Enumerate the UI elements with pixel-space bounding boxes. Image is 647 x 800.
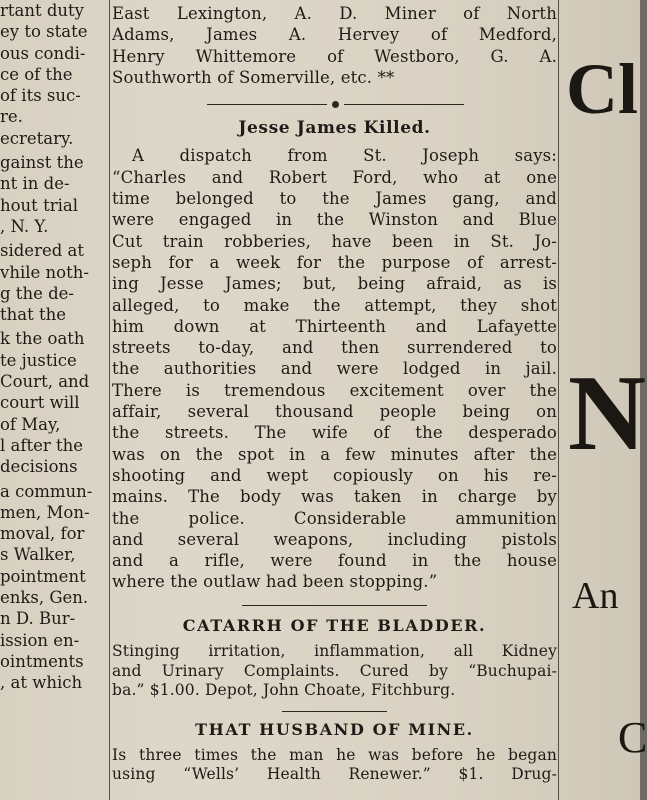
headline-fragment-cl: Cl (566, 49, 638, 129)
article-line: him down at Thirteenth and Lafayette (112, 316, 557, 336)
ad-catarrh-body (112, 642, 557, 701)
left-column-line: vhile noth- (0, 262, 89, 282)
left-column-line: ous condi- (0, 43, 86, 63)
left-column-line: nt in de- (0, 174, 70, 194)
left-column-line: ission en- (0, 630, 80, 650)
main-column (112, 0, 557, 785)
left-column-line: hout trial (0, 195, 78, 215)
article-line: There is tremendous excitement over the (112, 380, 557, 400)
ad-husband-line: Is three times the man he was before he began (112, 745, 557, 764)
ad-catarrh-line: ba.” $1.00. Depot, John Choate, Fitchburg. (112, 681, 456, 700)
headline-fragment-an: An (572, 575, 619, 617)
ad-catarrh-line: Stinging irritation, inflammation, all Kidney (112, 642, 557, 661)
left-column-line: men, Mon- (0, 502, 90, 522)
headline-fragment-c: C (618, 713, 647, 762)
article-line: and several weapons, including pistols (112, 529, 557, 549)
article-line: was on the spot in a few minutes after the (112, 444, 557, 464)
left-column-line: te justice (0, 350, 77, 370)
left-column-line: k the oath (0, 329, 85, 349)
article-body (112, 145, 557, 592)
article-line: mains. The body was taken in charge by (112, 487, 557, 507)
left-column-line: of May, (0, 414, 61, 434)
left-column-line: sidered at (0, 241, 84, 261)
left-column-line: a commun- (0, 481, 93, 501)
article-line: and a rifle, were found in the house (112, 551, 557, 571)
article-line: alleged, to make the attempt, they shot (112, 295, 557, 315)
article-line: the streets. The wife of the desperado (112, 423, 557, 443)
left-column-line: rtant duty (0, 1, 84, 20)
article-line: “Charles and Robert Ford, who at one (112, 167, 557, 187)
article-headline: Jesse James Killed. (238, 118, 431, 139)
left-column-line: l after the (0, 435, 84, 455)
left-column-line: g the de- (0, 283, 74, 303)
left-column-line: pointment (0, 566, 86, 586)
right-column (560, 0, 647, 800)
left-column (0, 0, 106, 694)
article-line: the police. Considerable ammunition (112, 508, 557, 528)
previous-article-line: Adams, James A. Hervey of Medford, (112, 25, 557, 45)
left-column-line: n D. Bur- (0, 609, 76, 629)
previous-article-line: East Lexington, A. D. Miner of North (112, 4, 557, 23)
left-column-line: moval, for (0, 524, 85, 544)
section-divider-2 (112, 707, 557, 717)
article-line: time belonged to the James gang, and (112, 189, 557, 209)
article-line: affair, several thousand people being on (112, 402, 557, 422)
left-column-line: re. (0, 107, 23, 127)
left-column-line: decisions (0, 457, 78, 477)
left-column-line: , at which (0, 673, 83, 693)
ad-husband-title: THAT HUSBAND OF MINE. (195, 719, 474, 739)
article-line: the authorities and were lodged in jail. (112, 359, 557, 379)
left-column-line: gainst the (0, 153, 84, 173)
ad-husband-line: using “Wells’ Health Renewer.” $1. Drug- (112, 765, 557, 784)
previous-article-tail (112, 3, 557, 88)
article-line: where the outlaw had been stopping.” (112, 572, 438, 592)
left-column-line: enks, Gen. (0, 588, 89, 608)
article-line: shooting and wept copiously on his re- (112, 465, 557, 485)
article-line: were engaged in the Winston and Blue (112, 210, 557, 230)
left-column-line: ointments (0, 651, 84, 671)
left-column-line: s Walker, (0, 545, 76, 565)
article-line: streets to-day, and then surrendered to (112, 338, 557, 358)
column-rule-left (109, 0, 110, 800)
left-column-line: , N. Y. (0, 216, 49, 236)
column-rule-right (558, 0, 559, 800)
article-line: A dispatch from St. Joseph says: (132, 146, 557, 166)
ad-husband-body (112, 746, 557, 785)
left-column-line: Court, and (0, 372, 90, 392)
article-line: Cut train robberies, have been in St. Jo- (112, 231, 557, 251)
previous-article-line: Southworth of Somerville, etc. ** (112, 67, 395, 87)
ad-catarrh-title: CATARRH OF THE BLADDER. (182, 615, 487, 635)
left-column-line: court will (0, 393, 80, 413)
left-column-line: of its suc- (0, 86, 81, 106)
article-line: ing Jesse James; but, being afraid, as is (112, 274, 557, 294)
headline-fragment-n: N (568, 354, 646, 473)
left-column-line: that the (0, 305, 66, 325)
section-divider (112, 601, 557, 611)
left-column-line: ey to state (0, 22, 88, 42)
article-line: seph for a week for the purpose of arrest- (112, 252, 557, 272)
left-column-line: ce of the (0, 64, 73, 84)
left-column-lines (0, 0, 106, 694)
ad-catarrh-line: and Urinary Complaints. Cured by “Buchupai- (112, 661, 557, 680)
left-column-line: ecretary. (0, 128, 74, 148)
ornamental-divider (112, 98, 557, 112)
previous-article-line: Henry Whittemore of Westboro, G. A. (112, 46, 557, 66)
